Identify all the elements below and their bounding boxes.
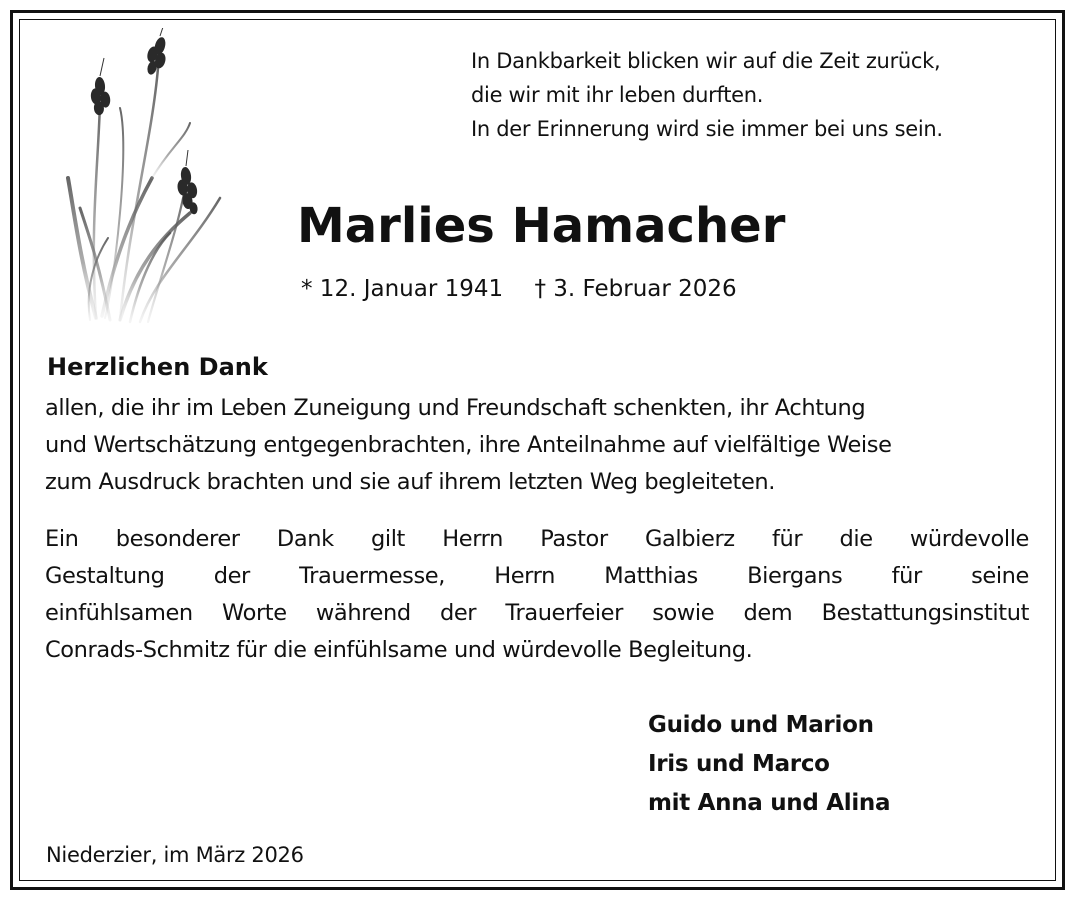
paragraph-1-line: allen, die ihr im Leben Zuneigung und Freundschaft schenkten, ihr Achtung	[45, 395, 866, 421]
paragraph-2-line: Conrads-Schmitz für die einfühlsame und würdevolle Begleitung.	[45, 637, 753, 663]
thanks-paragraph-2	[45, 521, 1029, 669]
paragraph-1-line: und Wertschätzung entgegenbrachten, ihre Anteilnahme auf vielfältige Weise	[45, 432, 892, 458]
signer-line: mit Anna und Alina	[648, 790, 891, 816]
signer-line: Guido und Marion	[648, 712, 874, 738]
motto-line-3: In der Erinnerung wird sie immer bei uns sein.	[471, 117, 943, 141]
paragraph-2-line: einfühlsamen Worte während der Trauerfeier sowie dem Bestattungsinstitut	[45, 600, 1029, 626]
paragraph-1-line: zum Ausdruck brachten und sie auf ihrem letzten Weg begleiteten.	[45, 469, 776, 495]
motto-line-1: In Dankbarkeit blicken wir auf die Zeit zurück,	[471, 49, 941, 73]
life-dates	[301, 272, 737, 306]
signers	[648, 706, 890, 823]
deceased-name: Marlies Hamacher	[297, 198, 786, 254]
birth-date: * 12. Januar 1941	[301, 276, 504, 302]
thanks-paragraph-1	[45, 390, 1035, 501]
thanks-heading: Herzlichen Dank	[47, 353, 268, 381]
wheat-icon	[60, 28, 230, 328]
death-date: † 3. Februar 2026	[534, 276, 737, 302]
signer-line: Iris und Marco	[648, 751, 830, 777]
paragraph-2-line: Gestaltung der Trauermesse, Herrn Matthias Biergans für seine	[45, 563, 1029, 589]
place-date: Niederzier, im März 2026	[46, 843, 304, 867]
paragraph-2-line: Ein besonderer Dank gilt Herrn Pastor Galbierz für die würdevolle	[45, 526, 1029, 552]
motto-line-2: die wir mit ihr leben durften.	[471, 83, 764, 107]
motto	[471, 44, 1051, 146]
